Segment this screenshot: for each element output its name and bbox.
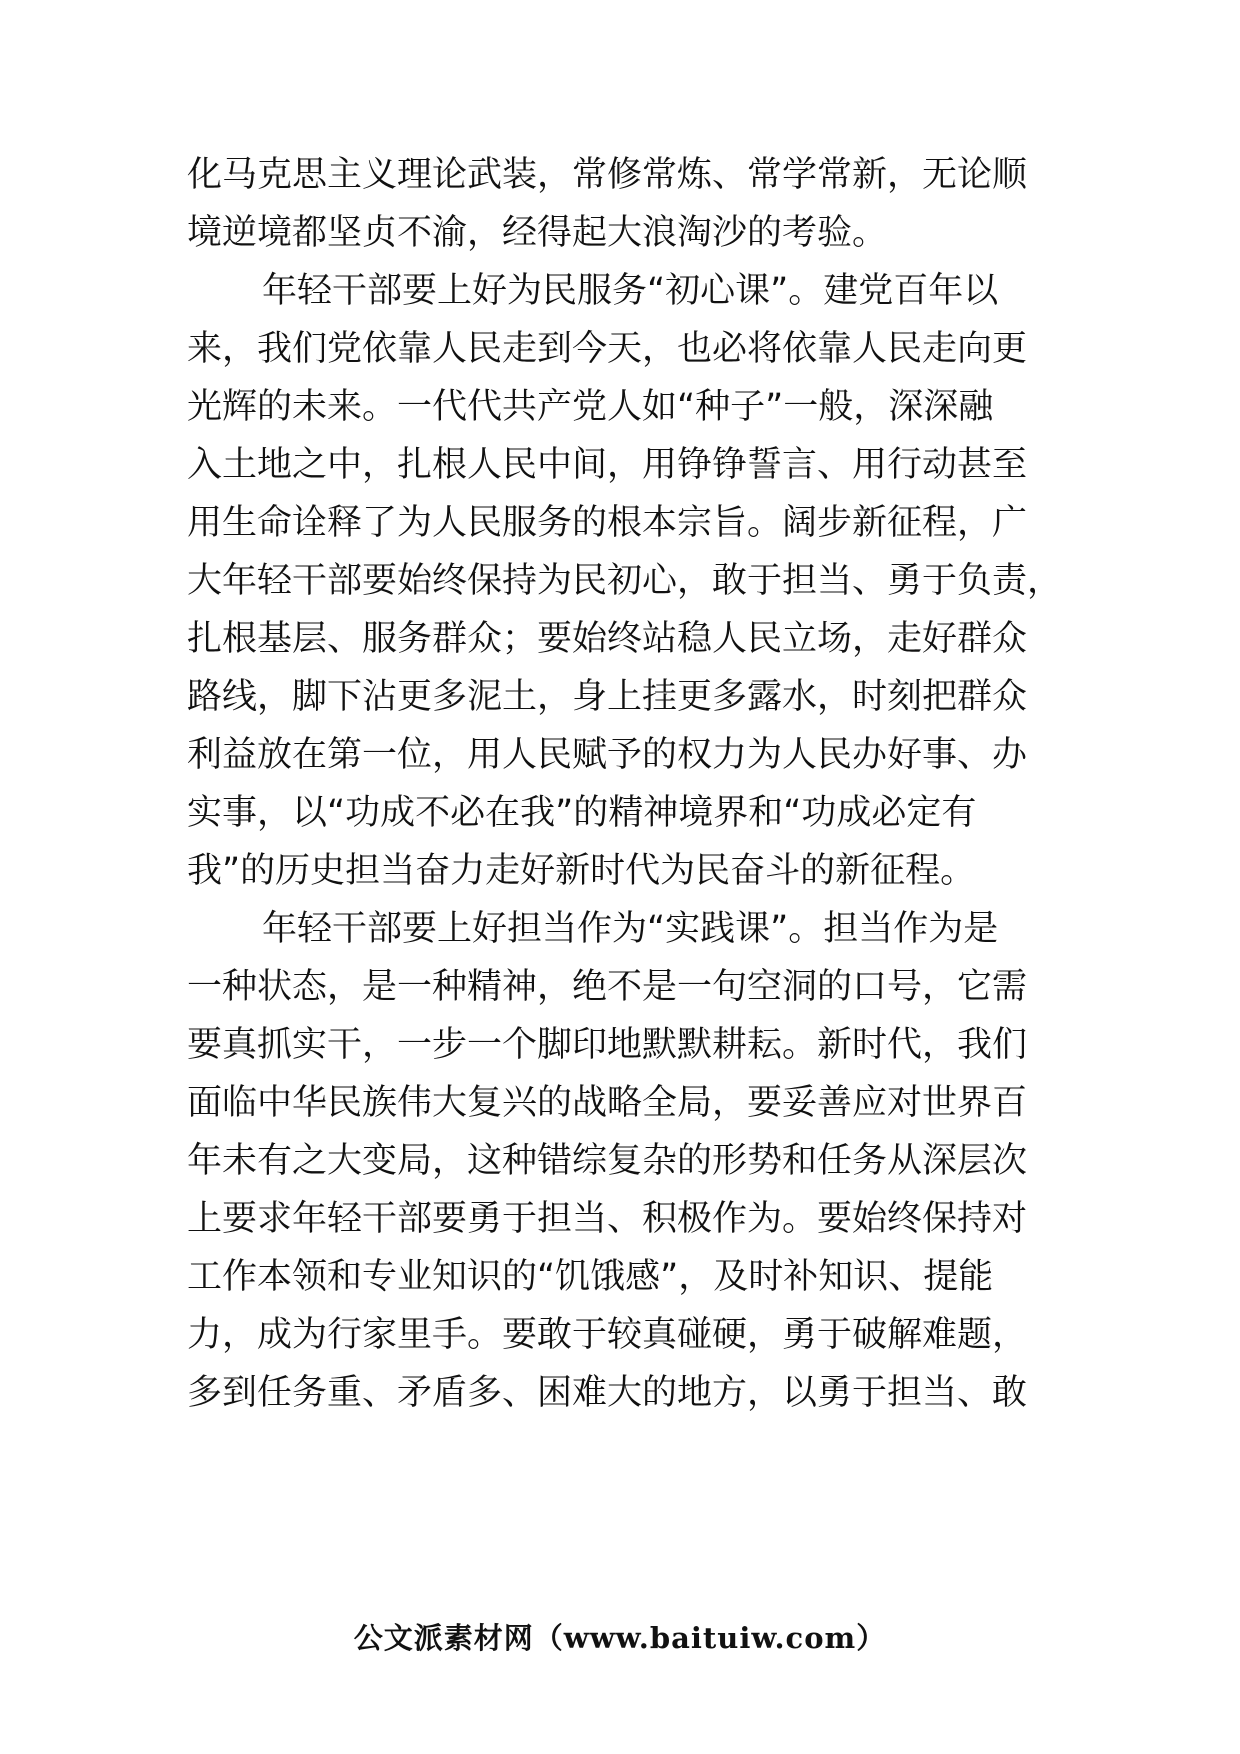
text-line: 力，成为行家里手。要敢于较真碰硬，勇于破解难题， xyxy=(187,1315,1028,1355)
text-line: 利益放在第一位，用人民赋予的权力为人民办好事、办 xyxy=(187,735,1028,775)
text-line: 用生命诠释了为人民服务的根本宗旨。阔步新征程，广 xyxy=(187,503,1028,543)
paragraph-first-line: 年轻干部要上好为民服务“初心课”。建党百年以 xyxy=(262,271,999,311)
text-line: 来，我们党依靠人民走到今天，也必将依靠人民走向更 xyxy=(187,329,1028,369)
text-line: 化马克思主义理论武装，常修常炼、常学常新，无论顺 xyxy=(187,155,1028,195)
text-line: 大年轻干部要始终保持为民初心，敢于担当、勇于负责， xyxy=(187,561,1063,601)
text-line: 面临中华民族伟大复兴的战略全局，要妥善应对世界百 xyxy=(187,1083,1028,1123)
text-line: 多到任务重、矛盾多、困难大的地方，以勇于担当、敢 xyxy=(187,1373,1028,1413)
text-line: 境逆境都坚贞不渝，经得起大浪淘沙的考验。 xyxy=(187,213,888,253)
paragraph-first-line: 年轻干部要上好担当作为“实践课”。担当作为是 xyxy=(262,909,999,949)
text-line: 光辉的未来。一代代共产党人如“种子”一般，深深融 xyxy=(187,387,994,427)
text-line: 要真抓实干，一步一个脚印地默默耕耘。新时代，我们 xyxy=(187,1025,1028,1065)
text-line: 扎根基层、服务群众；要始终站稳人民立场，走好群众 xyxy=(187,619,1028,659)
text-line: 年未有之大变局，这种错综复杂的形势和任务从深层次 xyxy=(187,1141,1028,1181)
text-line: 上要求年轻干部要勇于担当、积极作为。要始终保持对 xyxy=(187,1199,1028,1239)
text-line: 工作本领和专业知识的“饥饿感”，及时补知识、提能 xyxy=(187,1257,994,1297)
footer-watermark: 公文派素材网（www.baituiw.com） xyxy=(353,1621,887,1655)
text-line: 路线，脚下沾更多泥土，身上挂更多露水，时刻把群众 xyxy=(187,677,1028,717)
text-line: 实事，以“功成不必在我”的精神境界和“功成必定有 xyxy=(187,793,977,833)
text-line: 入土地之中，扎根人民中间，用铮铮誓言、用行动甚至 xyxy=(187,445,1028,485)
text-line: 一种状态，是一种精神，绝不是一句空洞的口号，它需 xyxy=(187,967,1028,1007)
text-line: 我”的历史担当奋力走好新时代为民奋斗的新征程。 xyxy=(187,851,976,891)
